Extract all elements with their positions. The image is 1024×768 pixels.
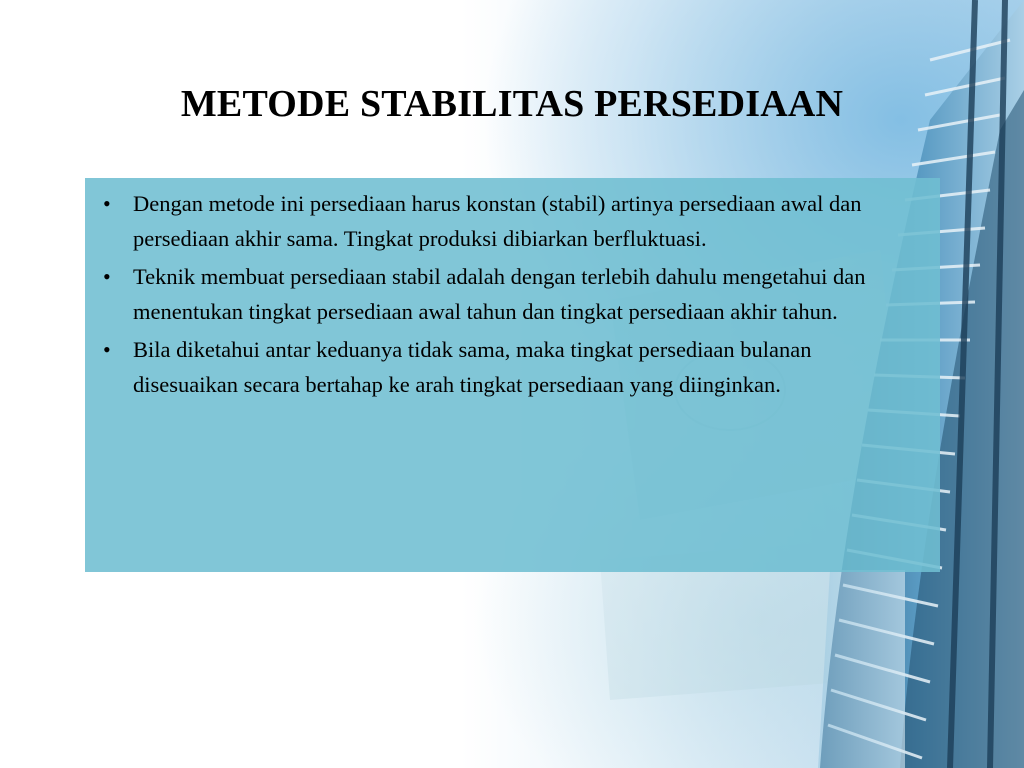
bullet-text: Dengan metode ini persediaan harus konstan (stabil) artinya persediaan awal dan persediaan akhir sama. Tingkat produksi dibiarkan berfluktuasi. (133, 191, 862, 251)
content-box (85, 178, 940, 572)
bullet-text: Teknik membuat persediaan stabil adalah dengan terlebih dahulu mengetahui dan menentukan tingkat persediaan awal tahun dan tingkat persediaan akhir tahun. (133, 264, 866, 324)
bullet-list (97, 186, 922, 402)
bullet-icon: • (103, 191, 111, 216)
bullet-text: Bila diketahui antar keduanya tidak sama, maka tingkat persediaan bulanan disesuaikan secara bertahap ke arah tingkat persediaan yang diinginkan. (133, 337, 812, 397)
bullet-item (97, 332, 922, 402)
bullet-icon: • (103, 337, 111, 362)
bullet-item (97, 259, 922, 329)
slide-title: METODE STABILITAS PERSEDIAAN (180, 83, 844, 125)
bullet-item (97, 186, 922, 256)
bullet-icon: • (103, 264, 111, 289)
